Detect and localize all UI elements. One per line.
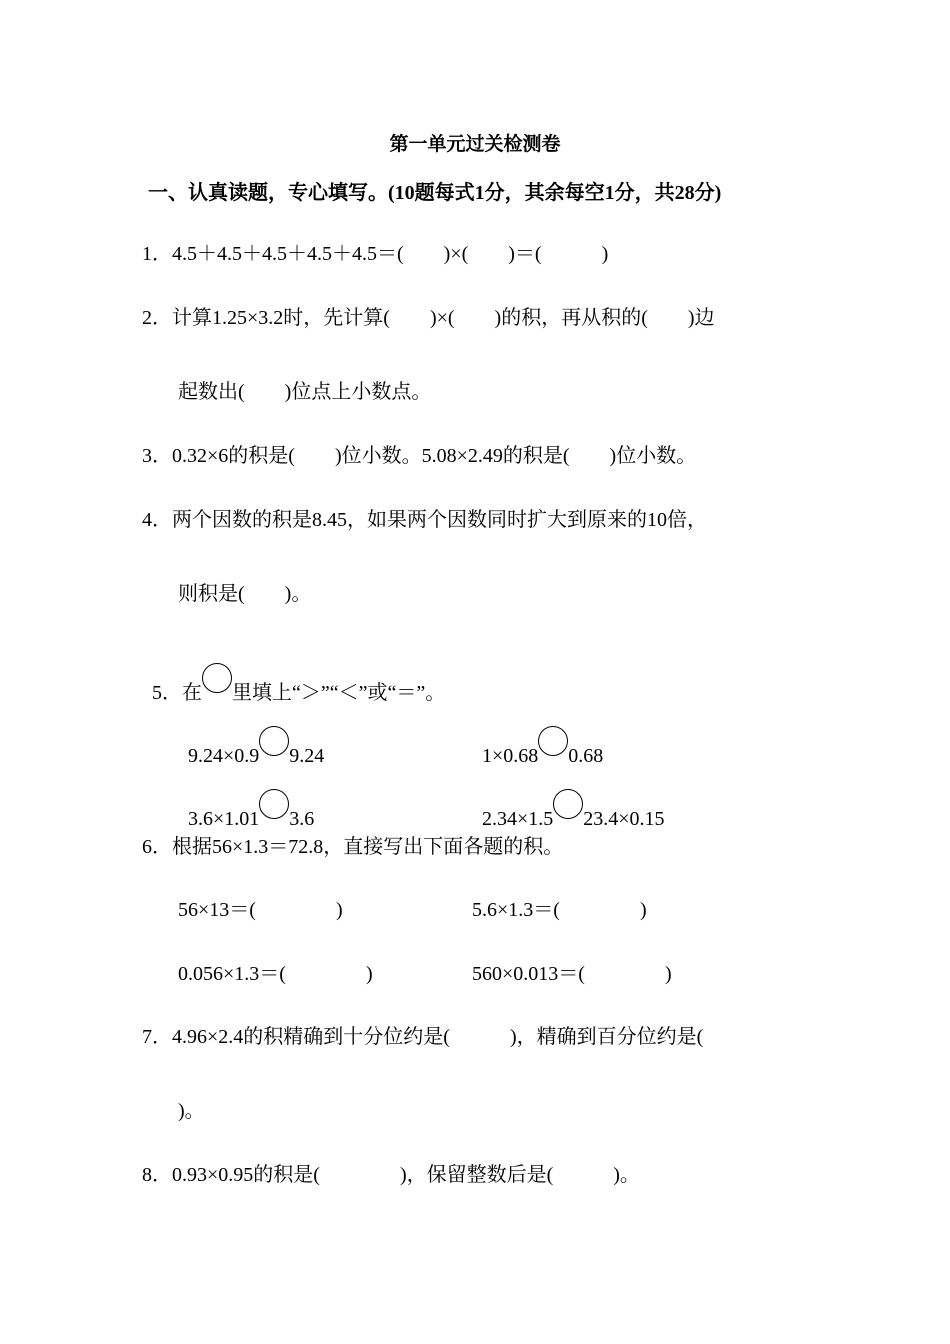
compare-item-4-left: 2.34×1.5 — [482, 808, 554, 830]
compare-item-3-right: 3.6 — [289, 808, 315, 830]
compare-item-3-left: 3.6×1.01 — [188, 808, 260, 830]
circle-blank-icon — [202, 663, 232, 693]
compare-item-1-right: 9.24 — [289, 745, 325, 767]
compare-item-2 — [472, 706, 603, 770]
question-6-stem: 6．根据56×1.3＝72.8，直接写出下面各题的积。 — [142, 836, 564, 858]
compare-item-1 — [178, 706, 324, 770]
question-2-line-1: 2．计算1.25×3.2时，先计算( )×( )的积，再从积的( )边 — [142, 307, 715, 329]
compare-item-1-left: 9.24×0.9 — [188, 745, 260, 767]
compare-item-4 — [472, 769, 665, 833]
question-6-a: 56×13＝( ) — [178, 899, 343, 921]
question-7-line-1: 7．4.96×2.4的积精确到十分位约是( )，精确到百分位约是( — [142, 1026, 704, 1048]
compare-item-2-right: 0.68 — [568, 745, 604, 767]
circle-blank-icon — [259, 789, 289, 819]
circle-blank-icon — [259, 726, 289, 756]
question-4-line-2: 则积是( )。 — [178, 583, 312, 605]
question-6-b: 5.6×1.3＝( ) — [472, 899, 647, 921]
compare-item-2-left: 1×0.68 — [482, 745, 539, 767]
question-6-d: 560×0.013＝( ) — [472, 963, 672, 985]
circle-blank-icon — [538, 726, 568, 756]
compare-item-3 — [178, 769, 314, 833]
question-2-line-2: 起数出( )位点上小数点。 — [178, 381, 432, 403]
question-6-c: 0.056×1.3＝( ) — [178, 963, 373, 985]
question-5-stem-post: 里填上“＞”“＜”或“＝”。 — [232, 682, 446, 704]
question-4-line-1: 4．两个因数的积是8.45，如果两个因数同时扩大到原来的10倍， — [142, 509, 707, 531]
question-3: 3．0.32×6的积是( )位小数。5.08×2.49的积是( )位小数。 — [142, 445, 697, 467]
compare-item-4-right: 23.4×0.15 — [583, 808, 665, 830]
question-8: 8．0.93×0.95的积是( )，保留整数后是( )。 — [142, 1164, 640, 1186]
question-1: 1．4.5＋4.5＋4.5＋4.5＋4.5＝( )×( )＝( ) — [142, 243, 609, 265]
question-5-stem — [142, 643, 445, 707]
circle-blank-icon — [553, 789, 583, 819]
page-title: 第一单元过关检测卷 — [389, 133, 561, 155]
section-heading: 一、认真读题，专心填写。(10题每式1分，其余每空1分，共28分) — [148, 182, 722, 204]
question-5-stem-pre: 5．在 — [152, 682, 202, 704]
question-7-line-2: )。 — [178, 1100, 205, 1122]
